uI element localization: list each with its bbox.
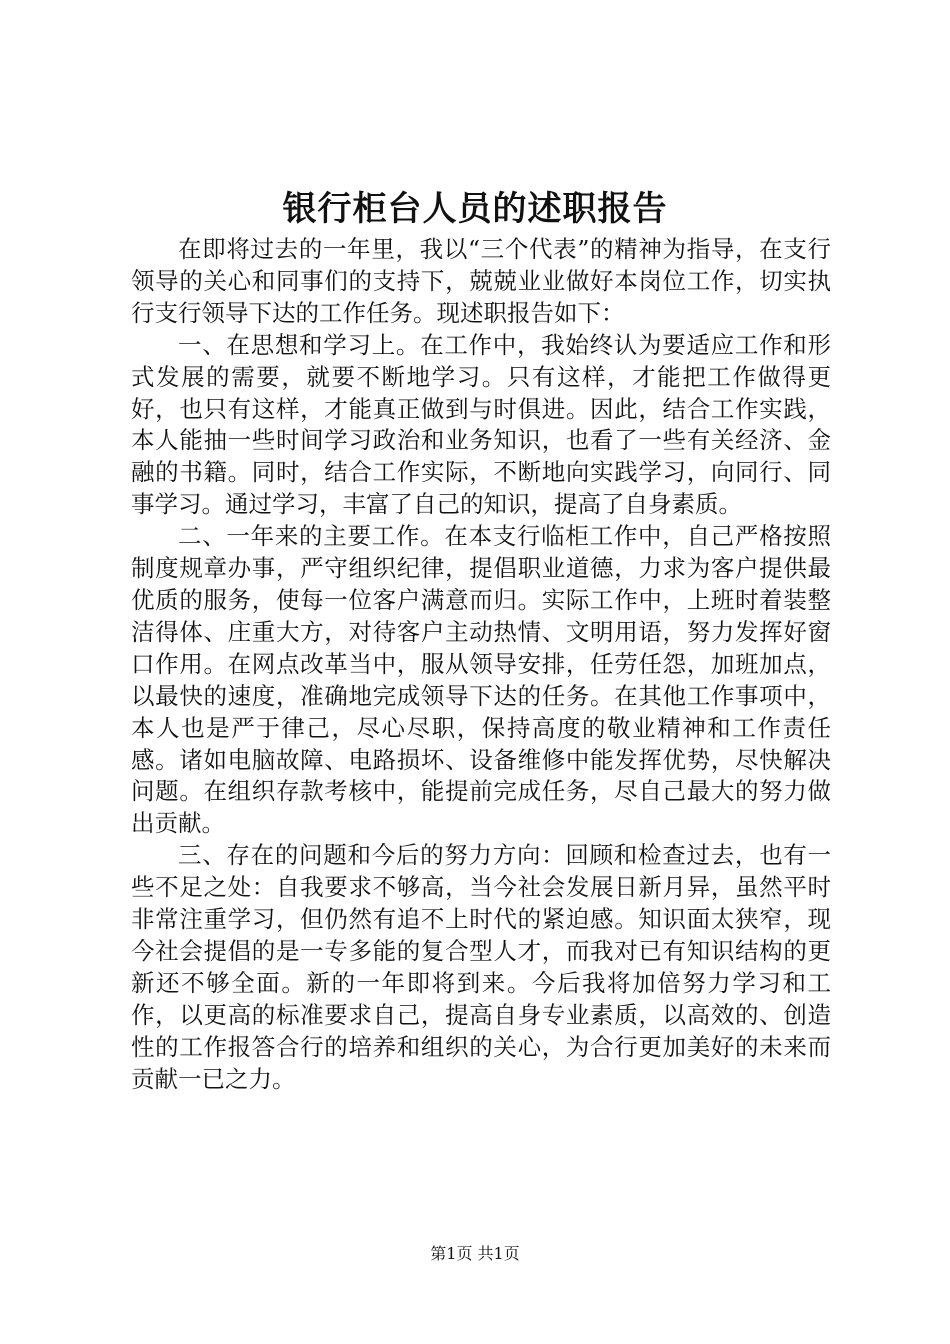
paragraph-main-work: 二、一年来的主要工作。在本支行临柜工作中，自己严格按照制度规章办事，严守组织纪律，提倡职业道德，力求为客户提供最优质的服务，使每一位客户满意而归。实际工作中，上班时着装整洁得体、庄重大方，对待客户主动热情、文明用语，努力发挥好窗口作用。在网点改革当中，服从领导安排，任劳任怨，加班加点，以最快的速度，准确地完成领导下达的任务。在其他工作事项中，本人也是严于律己，尽心尽职，保持高度的敬业精神和工作责任感。诸如电脑故障、电路损坏、设备维修中能发挥优势，尽快解决问题。在组织存款考核中，能提前完成任务，尽自己最大的努力做出贡献。 [131, 522, 831, 838]
paragraph-problems-and-direction: 三、存在的问题和今后的努力方向：回顾和检查过去，也有一些不足之处：自我要求不够高，当今社会发展日新月异，虽然平时非常注重学习，但仍然有追不上时代的紧迫感。知识面太狭窄，现今社会提倡的是一专多能的复合型人才，而我对已有知识结构的更新还不够全面。新的一年即将到来。今后我将加倍努力学习和工作，以更高的标准要求自己，提高自身专业素质，以高效的、创造性的工作报答合行的培养和组织的关心，为合行更加美好的未来而贡献一已之力。 [131, 841, 831, 1093]
page-footer: 第1页 共1页 [430, 1244, 520, 1263]
document-body [131, 234, 831, 1095]
paragraph-thought-and-study: 一、在思想和学习上。在工作中，我始终认为要适应工作和形式发展的需要，就要不断地学习。只有这样，才能把工作做得更好，也只有这样，才能真正做到与时俱进。因此，结合工作实践，本人能抽一些时间学习政治和业务知识，也看了一些有关经济、金融的书籍。同时，结合工作实际，不断地向实践学习，向同行、同事学习。通过学习，丰富了自己的知识，提高了自身素质。 [131, 330, 831, 519]
document-title: 银行柜台人员的述职报告 [282, 189, 668, 229]
paragraph-intro: 在即将过去的一年里，我以“三个代表”的精神为指导，在支行领导的关心和同事们的支持下，兢兢业业做好本岗位工作，切实执行支行领导下达的工作任务。现述职报告如下： [131, 235, 831, 327]
